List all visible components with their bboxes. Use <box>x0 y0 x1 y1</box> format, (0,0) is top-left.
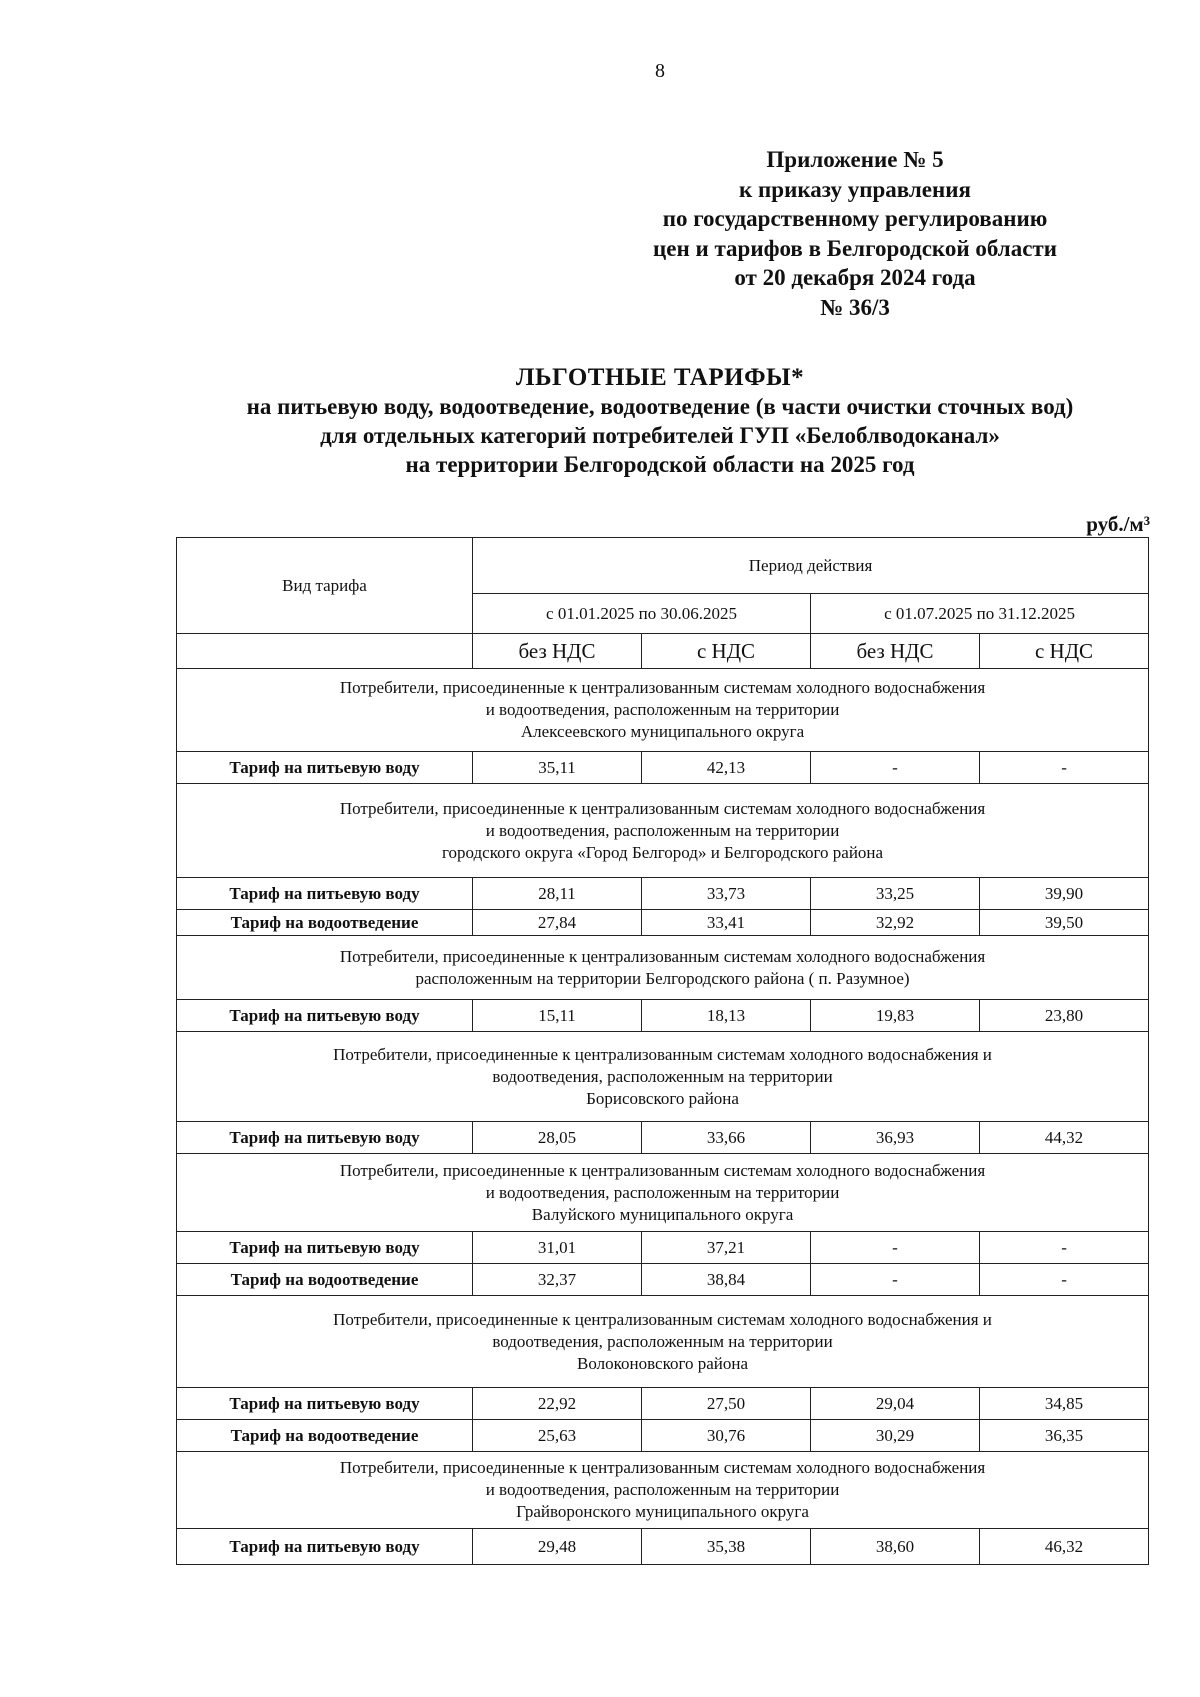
tariff-value-cell: 32,92 <box>811 910 980 936</box>
tariff-value-cell: - <box>980 1232 1149 1264</box>
section-title-line: Грайворонского муниципального округа <box>516 1502 809 1521</box>
tariff-value-cell: 27,84 <box>473 910 642 936</box>
tariff-kind-cell: Тариф на питьевую воду <box>177 752 473 784</box>
tariff-value-cell: 25,63 <box>473 1420 642 1452</box>
tariff-value-cell: 30,29 <box>811 1420 980 1452</box>
appendix-line: Приложение № 5 <box>766 147 944 172</box>
tariff-kind-cell: Тариф на питьевую воду <box>177 1122 473 1154</box>
appendix-line: от 20 декабря 2024 года <box>734 265 976 290</box>
section-title-line: и водоотведения, расположенным на территории <box>485 1480 840 1499</box>
tariff-value-cell: 29,04 <box>811 1388 980 1420</box>
section-title <box>177 784 1149 878</box>
tariff-value-cell: - <box>811 1232 980 1264</box>
appendix-line: № 36/3 <box>820 294 890 320</box>
section-title-line: Потребители, присоединенные к централизованным системам холодного водоснабжения <box>339 798 986 818</box>
tariff-value-cell: 22,92 <box>473 1388 642 1420</box>
section-title-line: Потребители, присоединенные к централизованным системам холодного водоснабжения <box>339 946 986 966</box>
header-no-vat: без НДС <box>811 634 980 669</box>
section-title-line: Потребители, присоединенные к централизованным системам холодного водоснабжения <box>339 1160 986 1180</box>
tariff-kind-cell: Тариф на питьевую воду <box>177 878 473 910</box>
tariff-value-cell: 35,38 <box>642 1529 811 1565</box>
section-title-line: городского округа «Город Белгород» и Белгородского района <box>441 842 884 862</box>
tariff-value-cell: - <box>811 752 980 784</box>
section-header-row <box>177 1296 1149 1388</box>
document-title <box>150 363 1170 479</box>
tariff-value-cell: 37,21 <box>642 1232 811 1264</box>
table-body <box>177 669 1149 1565</box>
section-title-line: и водоотведения, расположенным на территории <box>485 1182 840 1202</box>
tariff-value-cell: 42,13 <box>642 752 811 784</box>
section-title-line: и водоотведения, расположенным на территории <box>485 820 840 840</box>
section-title-line: Борисовского района <box>586 1088 739 1108</box>
section-header-row <box>177 936 1149 1000</box>
header-no-vat: без НДС <box>473 634 642 669</box>
header-range-1: с 01.01.2025 по 30.06.2025 <box>473 594 811 634</box>
section-title-line: Потребители, присоединенные к централизованным системам холодного водоснабжения <box>339 1458 986 1477</box>
tariff-value-cell: 33,41 <box>642 910 811 936</box>
tariff-value-cell: 31,01 <box>473 1232 642 1264</box>
section-title-line: водоотведения, расположенным на территории <box>492 1066 833 1086</box>
appendix-header <box>620 145 1090 322</box>
tariff-table <box>176 537 1149 1565</box>
appendix-line: к приказу управления <box>739 176 971 202</box>
tariff-value-cell: 38,84 <box>642 1264 811 1296</box>
tariff-value-cell: 44,32 <box>980 1122 1149 1154</box>
tariff-kind-cell: Тариф на питьевую воду <box>177 1232 473 1264</box>
tariff-value-cell: 29,48 <box>473 1529 642 1565</box>
section-title-line: и водоотведения, расположенным на территории <box>485 700 840 719</box>
page-number: 8 <box>655 60 665 82</box>
tariff-value-cell: - <box>811 1264 980 1296</box>
table-row <box>177 1529 1149 1565</box>
tariff-value-cell: 34,85 <box>980 1388 1149 1420</box>
section-title <box>177 669 1149 752</box>
tariff-kind-cell: Тариф на питьевую воду <box>177 1388 473 1420</box>
section-header-row <box>177 1452 1149 1529</box>
section-header-row <box>177 784 1149 878</box>
tariff-value-cell: 18,13 <box>642 1000 811 1032</box>
header-blank <box>177 634 473 669</box>
tariff-kind-cell: Тариф на водоотведение <box>177 1420 473 1452</box>
table-row <box>177 752 1149 784</box>
tariff-value-cell: 39,50 <box>980 910 1149 936</box>
section-title <box>177 1296 1149 1388</box>
appendix-line: по государственному регулированию <box>662 206 1048 231</box>
section-header-row <box>177 669 1149 752</box>
appendix-line: цен и тарифов в Белгородской области <box>653 235 1057 261</box>
section-title <box>177 1032 1149 1122</box>
section-title-line: Валуйского муниципального округа <box>531 1204 794 1224</box>
tariff-value-cell: 33,25 <box>811 878 980 910</box>
tariff-value-cell: 46,32 <box>980 1529 1149 1565</box>
table-row <box>177 1122 1149 1154</box>
tariff-value-cell: 39,90 <box>980 878 1149 910</box>
tariff-value-cell: 23,80 <box>980 1000 1149 1032</box>
tariff-value-cell: 35,11 <box>473 752 642 784</box>
table-row <box>177 1232 1149 1264</box>
tariff-value-cell: 28,11 <box>473 878 642 910</box>
tariff-value-cell: 33,66 <box>642 1122 811 1154</box>
tariff-value-cell: 38,60 <box>811 1529 980 1565</box>
title-line: на территории Белгородской области на 2025 год <box>405 452 915 477</box>
section-title <box>177 1154 1149 1232</box>
tariff-value-cell: - <box>980 752 1149 784</box>
tariff-value-cell: 15,11 <box>473 1000 642 1032</box>
header-kind: Вид тарифа <box>177 538 473 634</box>
section-title-line: Потребители, присоединенные к централизованным системам холодного водоснабжения и <box>333 1309 992 1329</box>
tariff-value-cell: 27,50 <box>642 1388 811 1420</box>
section-title-line: Алексеевского муниципального округа <box>520 722 805 741</box>
table-row <box>177 878 1149 910</box>
section-title-line: Потребители, присоединенные к централизованным системам холодного водоснабжения и <box>333 1044 992 1064</box>
header-with-vat: с НДС <box>642 634 811 669</box>
tariff-value-cell: - <box>980 1264 1149 1296</box>
tariff-value-cell: 36,93 <box>811 1122 980 1154</box>
table-row <box>177 1420 1149 1452</box>
table-row <box>177 1264 1149 1296</box>
title-line: на питьевую воду, водоотведение, водоотведение (в части очистки сточных вод) <box>246 394 1074 419</box>
tariff-value-cell: 28,05 <box>473 1122 642 1154</box>
tariff-kind-cell: Тариф на питьевую воду <box>177 1000 473 1032</box>
header-with-vat: с НДС <box>980 634 1149 669</box>
tariff-value-cell: 36,35 <box>980 1420 1149 1452</box>
section-title <box>177 1452 1149 1529</box>
unit-label: руб./м³ <box>1086 512 1150 536</box>
tariff-value-cell: 33,73 <box>642 878 811 910</box>
section-title-line: Волоконовского района <box>577 1353 749 1373</box>
tariff-value-cell: 19,83 <box>811 1000 980 1032</box>
table-row <box>177 1388 1149 1420</box>
tariff-kind-cell: Тариф на водоотведение <box>177 910 473 936</box>
header-range-2: с 01.07.2025 по 31.12.2025 <box>811 594 1149 634</box>
tariff-kind-cell: Тариф на питьевую воду <box>177 1529 473 1565</box>
tariff-value-cell: 32,37 <box>473 1264 642 1296</box>
header-period: Период действия <box>473 538 1149 594</box>
section-title-line: водоотведения, расположенным на территории <box>492 1331 833 1351</box>
section-title <box>177 936 1149 1000</box>
title-line: для отдельных категорий потребителей ГУП «Белоблводоканал» <box>320 423 1000 448</box>
title-main: ЛЬГОТНЫЕ ТАРИФЫ* <box>515 364 805 391</box>
section-header-row <box>177 1154 1149 1232</box>
section-header-row <box>177 1032 1149 1122</box>
tariff-value-cell: 30,76 <box>642 1420 811 1452</box>
section-title-line: Потребители, присоединенные к централизованным системам холодного водоснабжения <box>339 678 986 697</box>
section-title-line: расположенным на территории Белгородского района ( п. Разумное) <box>415 968 910 988</box>
table-header <box>177 538 1149 669</box>
tariff-kind-cell: Тариф на водоотведение <box>177 1264 473 1296</box>
table-row <box>177 1000 1149 1032</box>
table-row <box>177 910 1149 936</box>
